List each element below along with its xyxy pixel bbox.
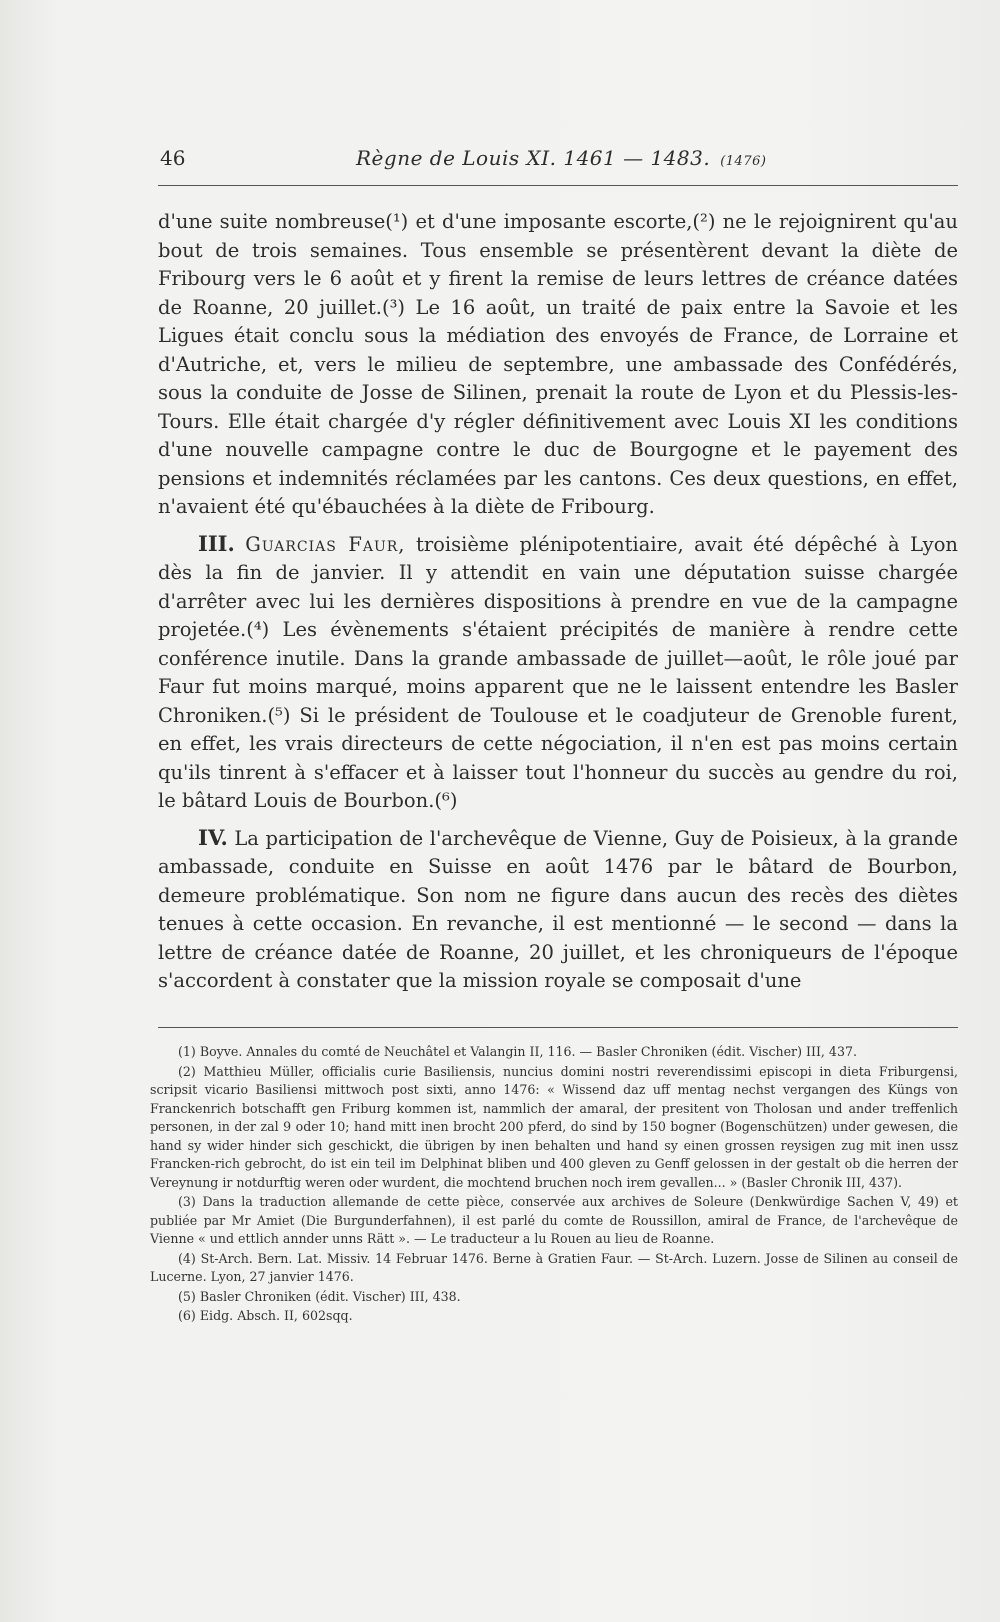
footnote-5: (5) Basler Chroniken (édit. Vischer) III, 438. <box>178 1288 461 1304</box>
header-rule <box>158 185 958 186</box>
running-title-text: Règne de Louis XI. 1461 — 1483. <box>356 146 711 170</box>
paragraph-2-text: troisième plénipotentiaire, avait été dépêché à Lyon dès la fin de janvier. Il y attendit en vain une députation suisse chargée d'arrêter avec lui les dernières dispositions à prendre en vue de la campagne projetée.(⁴) Les évènements s'étaient précipités de manière à rendre cette conférence inutile. Dans la grande ambassade de juillet—août, le rôle joué par Faur fut moins marqué, moins apparent que ne le laissent entendre les Basler Chroniken.(⁵) Si le président de Toulouse et le coadjuteur de Grenoble furent, en effet, les vrais directeurs de cette négociation, il n'en est pas moins certain qu'ils tinrent à s'effacer et à laisser tout l'honneur du succès au gendre du roi, le bâtard Louis de Bourbon.(⁶) <box>158 532 958 812</box>
footnote-4: (4) St-Arch. Bern. Lat. Missiv. 14 Februar 1476. Berne à Gratien Faur. — St-Arch. Luzern. Josse de Silinen au conseil de Lucerne. Lyon, 27 janvier 1476. <box>150 1250 958 1284</box>
footnote-1: (1) Boyve. Annales du comté de Neuchâtel et Valangin II, 116. — Basler Chroniken (édit. Vischer) III, 437. <box>178 1044 857 1059</box>
section-number-3: III. <box>198 530 235 556</box>
section-number-4: IV. <box>198 824 228 850</box>
footnote-rule <box>158 1027 958 1028</box>
running-title <box>356 146 766 170</box>
footnote-3: (3) Dans la traduction allemande de cette pièce, conservée aux archives de Soleure (Denkwürdige Sachen V, 49) et publiée par Mr Amiet (Die Burgunderfahnen), il est parlé du comte de Roussillon, amiral de France, de l'archevêque de Vienne « und ettlich annder unns Rätt ». — Le traducteur a lu Rouen au lieu de Roanne. <box>150 1194 958 1246</box>
paragraph-section-3 <box>158 530 958 816</box>
person-name-faur: Guarcias Faur, <box>245 532 406 556</box>
paragraph-section-4 <box>158 824 958 996</box>
footnotes <box>150 1043 958 1327</box>
running-year: (1476) <box>720 154 767 169</box>
paragraph-3-text: La participation de l'archevêque de Vienne, Guy de Poisieux, à la grande ambassade, conduite en Suisse en août 1476 par le bâtard de Bourbon, demeure problématique. Son nom ne figure dans aucun des recès des diètes tenues à cette occasion. En revanche, il est mentionné — le second — dans la lettre de créance datée de Roanne, 20 juillet, et les chroniqueurs de l'époque s'accordent à constater que la mission royale se composait d'une <box>158 826 958 992</box>
paragraph-1: d'une suite nombreuse(¹) et d'une imposante escorte,(²) ne le rejoignirent qu'au bout de trois semaines. Tous ensemble se présentèrent devant la diète de Fribourg vers le 6 août et y firent la remise de leurs lettres de créance datées de Roanne, 20 juillet.(³) Le 16 août, un traité de paix entre la Savoie et les Ligues était conclu sous la médiation des envoyés de France, de Lorraine et d'Autriche, et, vers le milieu de septembre, une ambassade des Confédérés, sous la conduite de Josse de Silinen, prenait la route de Lyon et du Plessis-les-Tours. Elle était chargée d'y régler définitivement avec Louis XI les conditions d'une nouvelle campagne contre le duc de Bourgogne et le payement des pensions et indemnités réclamées par les cantons. Ces deux questions, en effet, n'avaient été qu'ébauchées à la diète de Fribourg. <box>158 210 958 518</box>
footnote-6: (6) Eidg. Absch. II, 602sqq. <box>178 1308 353 1323</box>
main-text <box>158 208 958 996</box>
page-number: 46 <box>160 146 186 170</box>
footnote-2: (2) Matthieu Müller, officialis curie Basiliensis, nuncius domini nostri reverendissimi episcopi in dieta Friburgensi, scripsit vicario Basiliensi mittwoch post sixti, anno 1476: « Wissend daz uff mentag nechst vergangen des Küngs von Franckenrich botschafft gen Friburg kommen ist, nammlich der amaral, der presitent von Tholosan und ander treffenlich personen, in der zal 9 oder 10; hand mitt inen brocht 200 pferd, do sind by 150 bogner (Bogenschützen) under gewesen, die hand sy wider hinder sich geschickt, die übrigen by inen behalten und hand sy einen grossen reysigen zug mit inen ussz Francken-rich gebrocht, do ist ein teil im Delphinat bliben und 400 gleven zu Genff gelossen in der gestalt ob die herren der Vereynung ir notdurftig weren oder wurdent, die mochtend bruchen noch irem gevallen... » (Basler Chronik III, 437). <box>150 1063 958 1190</box>
page-header <box>160 146 960 176</box>
